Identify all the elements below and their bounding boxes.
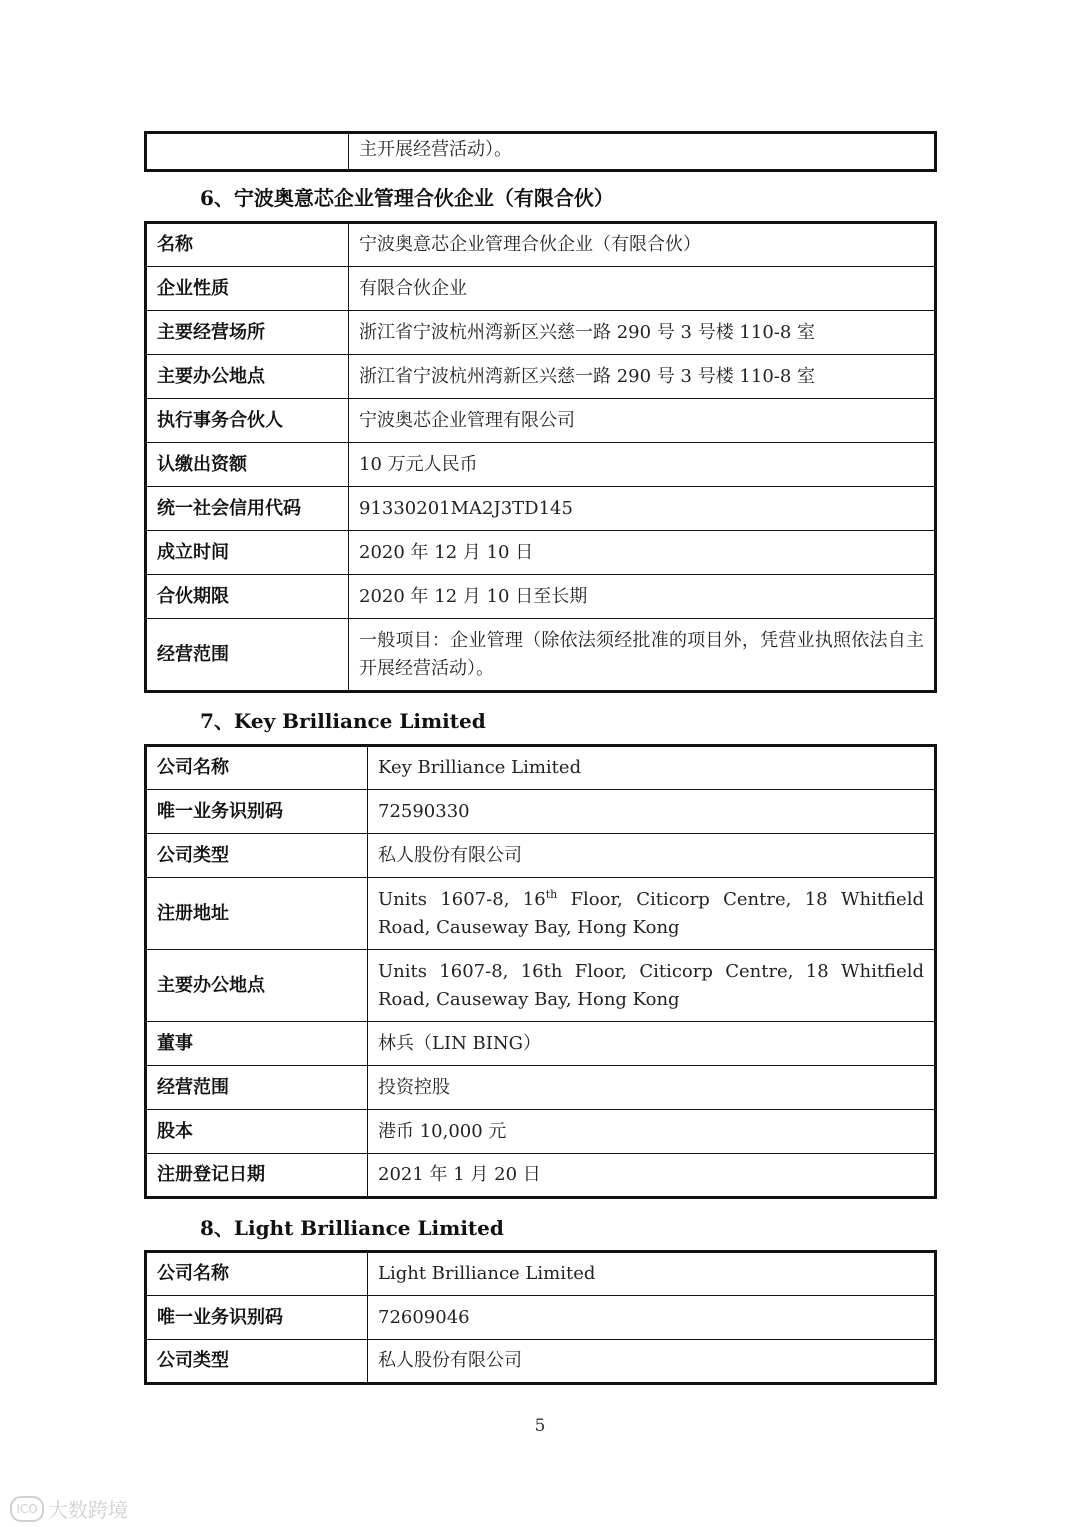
table-row <box>146 1066 936 1110</box>
table-row <box>146 267 936 311</box>
row-value: Light Brilliance Limited <box>368 1252 936 1296</box>
continuation-table <box>144 131 937 172</box>
row-value: 宁波奥芯企业管理有限公司 <box>349 399 936 443</box>
row-value <box>368 878 936 950</box>
row-key: 主要办公地点 <box>146 950 368 1022</box>
row-value: 投资控股 <box>368 1066 936 1110</box>
address-part: Floor, Citicorp Centre, 18 Whitfield Road, Causeway Bay, Hong Kong <box>378 888 924 938</box>
row-value: 私人股份有限公司 <box>368 834 936 878</box>
section-8-table <box>144 1250 937 1385</box>
table-row <box>146 746 936 790</box>
row-value: 91330201MA2J3TD145 <box>349 487 936 531</box>
row-key: 企业性质 <box>146 267 349 311</box>
row-key: 合伙期限 <box>146 575 349 619</box>
table-row <box>146 790 936 834</box>
row-value: Units 1607-8, 16th Floor, Citicorp Centre, 18 Whitfield Road, Causeway Bay, Hong Kong <box>368 950 936 1022</box>
row-key: 经营范围 <box>146 619 349 692</box>
row-key: 成立时间 <box>146 531 349 575</box>
row-value: 有限合伙企业 <box>349 267 936 311</box>
section-6-heading: 6、宁波奥意芯企业管理合伙企业（有限合伙） <box>200 186 614 210</box>
table-row <box>146 399 936 443</box>
row-key: 注册地址 <box>146 878 368 950</box>
table-row <box>146 1252 936 1296</box>
row-key: 公司类型 <box>146 1340 368 1384</box>
row-value: 私人股份有限公司 <box>368 1340 936 1384</box>
table-row <box>146 1154 936 1198</box>
row-value: 港币 10,000 元 <box>368 1110 936 1154</box>
row-key: 唯一业务识别码 <box>146 790 368 834</box>
section-6-table <box>144 221 937 693</box>
row-key: 统一社会信用代码 <box>146 487 349 531</box>
table-row <box>146 878 936 950</box>
table-row <box>146 834 936 878</box>
row-key: 唯一业务识别码 <box>146 1296 368 1340</box>
row-value: 2021 年 1 月 20 日 <box>368 1154 936 1198</box>
row-key: 注册登记日期 <box>146 1154 368 1198</box>
table-row <box>146 950 936 1022</box>
section-7-table <box>144 744 937 1199</box>
row-value: 72590330 <box>368 790 936 834</box>
watermark-logo-icon: ICO <box>10 1496 44 1522</box>
table-row <box>146 1110 936 1154</box>
table-row <box>146 619 936 692</box>
row-key: 名称 <box>146 223 349 267</box>
row-key: 公司类型 <box>146 834 368 878</box>
row-key: 认缴出资额 <box>146 443 349 487</box>
row-value: Key Brilliance Limited <box>368 746 936 790</box>
address-part: Units 1607-8, 16 <box>378 888 546 910</box>
section-8-heading: 8、Light Brilliance Limited <box>200 1216 504 1240</box>
row-value: 72609046 <box>368 1296 936 1340</box>
watermark <box>10 1494 128 1523</box>
table-row <box>146 355 936 399</box>
table-row <box>146 133 936 171</box>
table-row <box>146 1022 936 1066</box>
table-row <box>146 575 936 619</box>
row-value: 主开展经营活动）。 <box>349 133 936 171</box>
table-row <box>146 311 936 355</box>
table-row <box>146 1296 936 1340</box>
watermark-text: 大数跨境 <box>48 1498 128 1522</box>
row-value: 浙江省宁波杭州湾新区兴慈一路 290 号 3 号楼 110-8 室 <box>349 355 936 399</box>
row-key: 股本 <box>146 1110 368 1154</box>
row-value: 林兵（LIN BING） <box>368 1022 936 1066</box>
row-key: 执行事务合伙人 <box>146 399 349 443</box>
table-row <box>146 443 936 487</box>
row-value: 2020 年 12 月 10 日至长期 <box>349 575 936 619</box>
row-key: 经营范围 <box>146 1066 368 1110</box>
table-row <box>146 1340 936 1384</box>
page-number: 5 <box>534 1416 546 1436</box>
row-key: 董事 <box>146 1022 368 1066</box>
ordinal-suffix: th <box>545 887 558 901</box>
table-row <box>146 487 936 531</box>
table-row <box>146 531 936 575</box>
row-value: 10 万元人民币 <box>349 443 936 487</box>
section-7-heading: 7、Key Brilliance Limited <box>200 709 486 733</box>
row-value: 一般项目：企业管理（除依法须经批准的项目外，凭营业执照依法自主开展经营活动）。 <box>349 619 936 692</box>
row-value: 2020 年 12 月 10 日 <box>349 531 936 575</box>
table-row <box>146 223 936 267</box>
row-key <box>146 133 349 171</box>
row-key: 主要办公地点 <box>146 355 349 399</box>
row-value: 宁波奥意芯企业管理合伙企业（有限合伙） <box>349 223 936 267</box>
row-key: 公司名称 <box>146 1252 368 1296</box>
row-key: 主要经营场所 <box>146 311 349 355</box>
row-key: 公司名称 <box>146 746 368 790</box>
row-value: 浙江省宁波杭州湾新区兴慈一路 290 号 3 号楼 110-8 室 <box>349 311 936 355</box>
